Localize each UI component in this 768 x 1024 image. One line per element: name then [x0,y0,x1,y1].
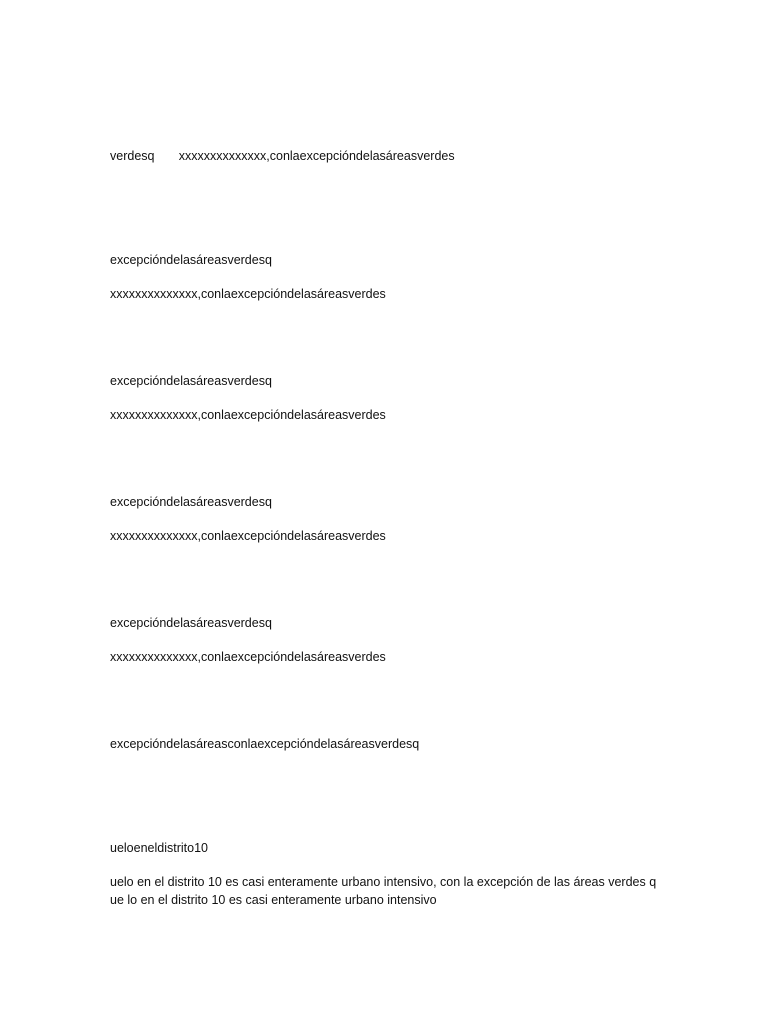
text-line-1: verdesq xxxxxxxxxxxxxx,conlaexcepcióndelasáreasverdes [110,149,455,163]
text-line-2: excepcióndelasáreasverdesq [110,253,272,267]
text-line-9: xxxxxxxxxxxxxx,conlaexcepcióndelasáreasverdes [110,650,386,664]
text-line-8: excepcióndelasáreasverdesq [110,616,272,630]
text-line-3: xxxxxxxxxxxxxx,conlaexcepcióndelasáreasverdes [110,287,386,301]
text-line-4: excepcióndelasáreasverdesq [110,374,272,388]
text-line-5: xxxxxxxxxxxxxx,conlaexcepcióndelasáreasverdes [110,408,386,422]
text-paragraph-final: uelo en el distrito 10 es casi enteramente urbano intensivo, con la excepción de las áreas verdes que lo en el distrito 10 es casi enteramente urbano intensivo [110,875,657,907]
text-line-7: xxxxxxxxxxxxxx,conlaexcepcióndelasáreasverdes [110,529,386,543]
text-line-11: ueloeneldistrito10 [110,841,208,855]
text-line-6: excepcióndelasáreasverdesq [110,495,272,509]
text-line-10: excepcióndelasáreasconlaexcepcióndelasáreasverdesq [110,737,420,751]
